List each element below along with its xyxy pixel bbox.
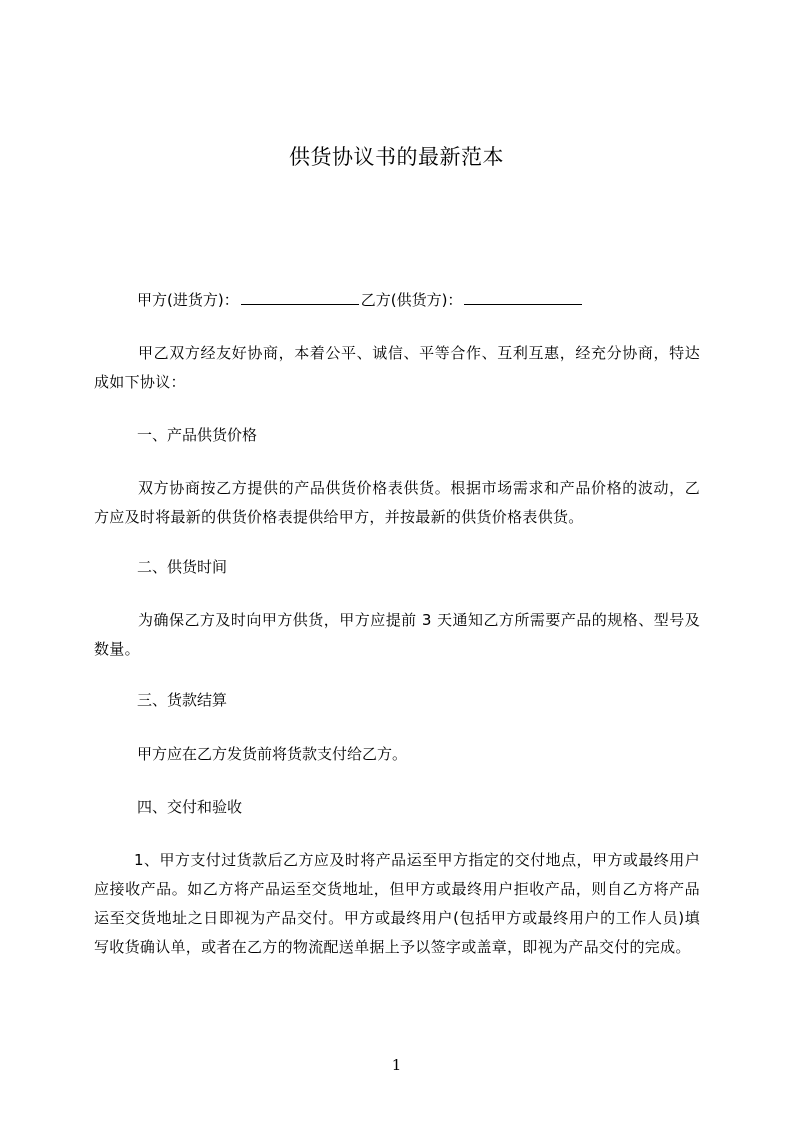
section-body-payment: 甲方应在乙方发货前将货款支付给乙方。	[137, 745, 408, 763]
party-b-blank	[464, 290, 582, 305]
parties-line	[137, 290, 584, 310]
document-title: 供货协议书的最新范本	[289, 145, 504, 169]
intro-paragraph: 甲乙双方经友好协商，本着公平、诚信、平等合作、互利互惠，经充分协商，特达成如下协议：	[94, 344, 700, 391]
party-a-label: 甲方(进货方)：	[137, 291, 239, 309]
party-a-blank	[241, 290, 359, 305]
page-number: 1	[391, 1056, 402, 1074]
section-body-delivery: 1、甲方支付过货款后乙方应及时将产品运至甲方指定的交付地点，甲方或最终用户应接收产品。如乙方将产品运至交货地址，但甲方或最终用户拒收产品，则自乙方将产品运至交货地址之日即视为产品交付。甲方或最终用户(包括甲方或最终用户的工作人员)填写收货确认单，或者在乙方的物流配送单据上予以签字或盖章，即视为产品交付的完成。	[94, 851, 700, 956]
section-heading-price: 一、产品供货价格	[137, 426, 258, 444]
section-body-price: 双方协商按乙方提供的产品供货价格表供货。根据市场需求和产品价格的波动，乙方应及时将最新的供货价格表提供给甲方，并按最新的供货价格表供货。	[94, 479, 700, 526]
section-heading-time: 二、供货时间	[137, 558, 228, 576]
section-heading-payment: 三、货款结算	[137, 691, 228, 709]
party-b-label: 乙方(供货方)：	[360, 291, 463, 309]
section-heading-delivery: 四、交付和验收	[137, 798, 243, 816]
section-body-time: 为确保乙方及时向甲方供货，甲方应提前 3 天通知乙方所需要产品的规格、型号及数量。	[94, 611, 700, 658]
